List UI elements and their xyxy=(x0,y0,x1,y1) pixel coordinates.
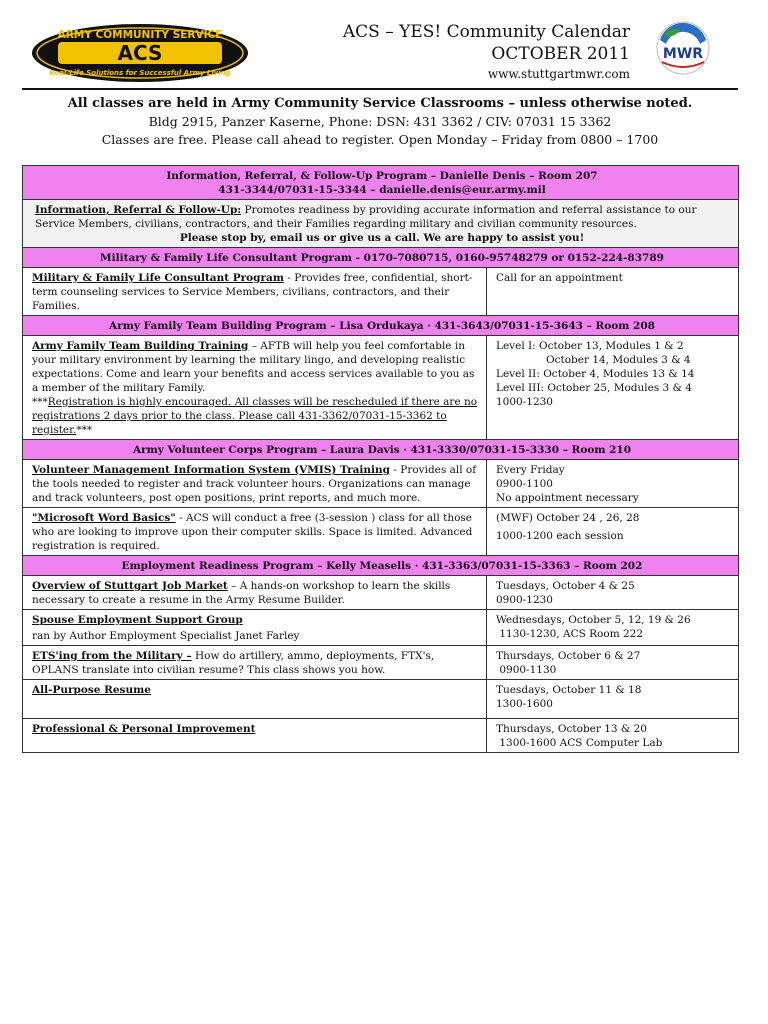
word-desc-cell: "Microsoft Word Basics" - ACS will conduct a free (3-session ) class for all those who are looking to improve upon their computer skills. Space is limited. Advanced registration is required. xyxy=(23,508,487,556)
avc-header-row xyxy=(23,440,739,460)
svg-text:Real-Life Solutions for Succes: Real-Life Solutions for Successful Army Living xyxy=(49,69,231,77)
intro-line3: Classes are free. Please call ahead to register. Open Monday – Friday from 0800 – 1700 xyxy=(101,132,659,147)
prof-desc-cell xyxy=(23,719,487,753)
mflc-row xyxy=(23,268,739,316)
header-rule xyxy=(22,88,738,90)
erp-header-row xyxy=(23,556,739,576)
word-schedule: (MWF) October 24 , 26, 28 1000-1200 each session xyxy=(487,508,739,556)
spouse-row xyxy=(23,610,739,646)
intro-block xyxy=(22,94,738,149)
job-market-desc-cell: Overview of Stuttgart Job Market – A hands-on workshop to learn the skills necessary to create a resume in the Army Resume Builder. xyxy=(23,576,487,610)
word-label: "Microsoft Word Basics" xyxy=(32,512,176,524)
resume-row xyxy=(23,680,739,719)
ets-row xyxy=(23,646,739,680)
mflc-header: Military & Family Life Consultant Program - 0170-7080715, 0160-95748279 or 0152-224-83789 xyxy=(23,248,739,268)
resume-label: All-Purpose Resume xyxy=(32,684,151,696)
erp-header: Employment Readiness Program – Kelly Measells · 431-3363/07031-15-3363 – Room 202 xyxy=(23,556,739,576)
ets-schedule: Thursdays, October 6 & 27 0900-1130 xyxy=(487,646,739,680)
vmis-row xyxy=(23,460,739,508)
job-market-row xyxy=(23,576,739,610)
prof-label: Professional & Personal Improvement xyxy=(32,723,256,735)
intro-line2: Bldg 2915, Panzer Kaserne, Phone: DSN: 431 3362 / CIV: 07031 15 3362 xyxy=(148,114,612,129)
aftb-label: Army Family Team Building Training xyxy=(32,340,249,352)
vmis-desc-cell: Volunteer Management Information System (VMIS) Training - Provides all of the tools needed to register and track volunteer hours. Organizations can manage and track volunteers, post open positions, print reports, and much more. xyxy=(23,460,487,508)
irf-header-row xyxy=(23,166,739,200)
irf-cell: Information, Referral & Follow-Up: Promotes readiness by providing accurate information and referral assistance to our Service Members, civilians, contractors, and their Families regarding military and civilian community resources. Please stop by, email us or give us a call. We are happy to assist you! xyxy=(23,200,739,248)
spouse-desc-cell: Spouse Employment Support Group ran by Author Employment Specialist Janet Farley xyxy=(23,610,487,646)
mflc-label: Military & Family Life Consultant Program xyxy=(32,272,284,284)
mflc-header-row xyxy=(23,248,739,268)
website-link[interactable]: www.stuttgartmwr.com xyxy=(487,67,630,81)
svg-text:ARMY COMMUNITY SERVICE: ARMY COMMUNITY SERVICE xyxy=(57,29,223,41)
ets-desc-cell: ETS'ing from the Military – How do artillery, ammo, deployments, FTX's, OPLANS translate into civilian resume? This class shows you how. xyxy=(23,646,487,680)
svg-text:MWR: MWR xyxy=(662,46,704,62)
aftb-row xyxy=(23,336,739,440)
spouse-label: Spouse Employment Support Group xyxy=(32,614,243,626)
avc-header: Army Volunteer Corps Program – Laura Davis · 431-3330/07031-15-3330 – Room 210 xyxy=(23,440,739,460)
prof-schedule: Thursdays, October 13 & 20 1300-1600 ACS Computer Lab xyxy=(487,719,739,753)
aftb-note: Registration is highly encouraged. All classes will be rescheduled if there are no registrations 2 days prior to the class. Please call 431-3362/07031-15-3362 to register. xyxy=(32,396,478,436)
calendar-title xyxy=(300,22,630,82)
svg-text:ACS: ACS xyxy=(117,41,163,65)
resume-desc-cell xyxy=(23,680,487,719)
job-market-label: Overview of Stuttgart Job Market xyxy=(32,580,228,592)
title-line1: ACS – YES! Community Calendar xyxy=(342,22,630,42)
irf-row xyxy=(23,200,739,248)
aftb-header: Army Family Team Building Program – Lisa Ordukaya · 431-3643/07031-15-3643 – Room 208 xyxy=(23,316,739,336)
aftb-schedule: Level I: October 13, Modules 1 & 2 October 14, Modules 3 & 4 Level II: October 4, Modules 13 & 14 Level III: October 25, Modules 3 & 4 1000-1230 xyxy=(487,336,739,440)
aftb-header-row xyxy=(23,316,739,336)
calendar-table xyxy=(22,165,739,753)
irf-closing: Please stop by, email us or give us a call. We are happy to assist you! xyxy=(179,232,585,244)
title-month: OCTOBER 2011 xyxy=(491,44,630,64)
prof-row xyxy=(23,719,739,753)
vmis-schedule: Every Friday 0900-1100 No appointment necessary xyxy=(487,460,739,508)
mwr-logo xyxy=(646,20,720,80)
mflc-desc-cell: Military & Family Life Consultant Program - Provides free, confidential, short-term counseling services to Service Members, civilians, contractors, and their Families. xyxy=(23,268,487,316)
aftb-desc-cell: Army Family Team Building Training – AFTB will help you feel comfortable in your military environment by learning the military lingo, and developing realistic expectations. Come and learn your benefits and access services available to you as a member of the military Family. ***Registration is highly encouraged. All classes will be rescheduled if there are no registrations 2 days prior to the class. Please call 431-3362/07031-15-3362 to register.*** xyxy=(23,336,487,440)
irf-header: Information, Referral, & Follow-Up Program – Danielle Denis – Room 207 431-3344/07031-15-3344 – danielle.denis@eur.army.mil xyxy=(23,166,739,200)
vmis-label: Volunteer Management Information System (VMIS) Training xyxy=(32,464,391,476)
irf-label: Information, Referral & Follow-Up: xyxy=(35,204,242,216)
intro-line1: All classes are held in Army Community Service Classrooms – unless otherwise noted. xyxy=(67,96,693,111)
word-row xyxy=(23,508,739,556)
ets-label: ETS'ing from the Military – xyxy=(32,650,192,662)
resume-schedule: Tuesdays, October 11 & 18 1300-1600 xyxy=(487,680,739,719)
job-market-schedule: Tuesdays, October 4 & 25 0900-1230 xyxy=(487,576,739,610)
spouse-schedule: Wednesdays, October 5, 12, 19 & 26 1130-1230, ACS Room 222 xyxy=(487,610,739,646)
mflc-schedule: Call for an appointment xyxy=(487,268,739,316)
acs-logo xyxy=(30,22,250,84)
